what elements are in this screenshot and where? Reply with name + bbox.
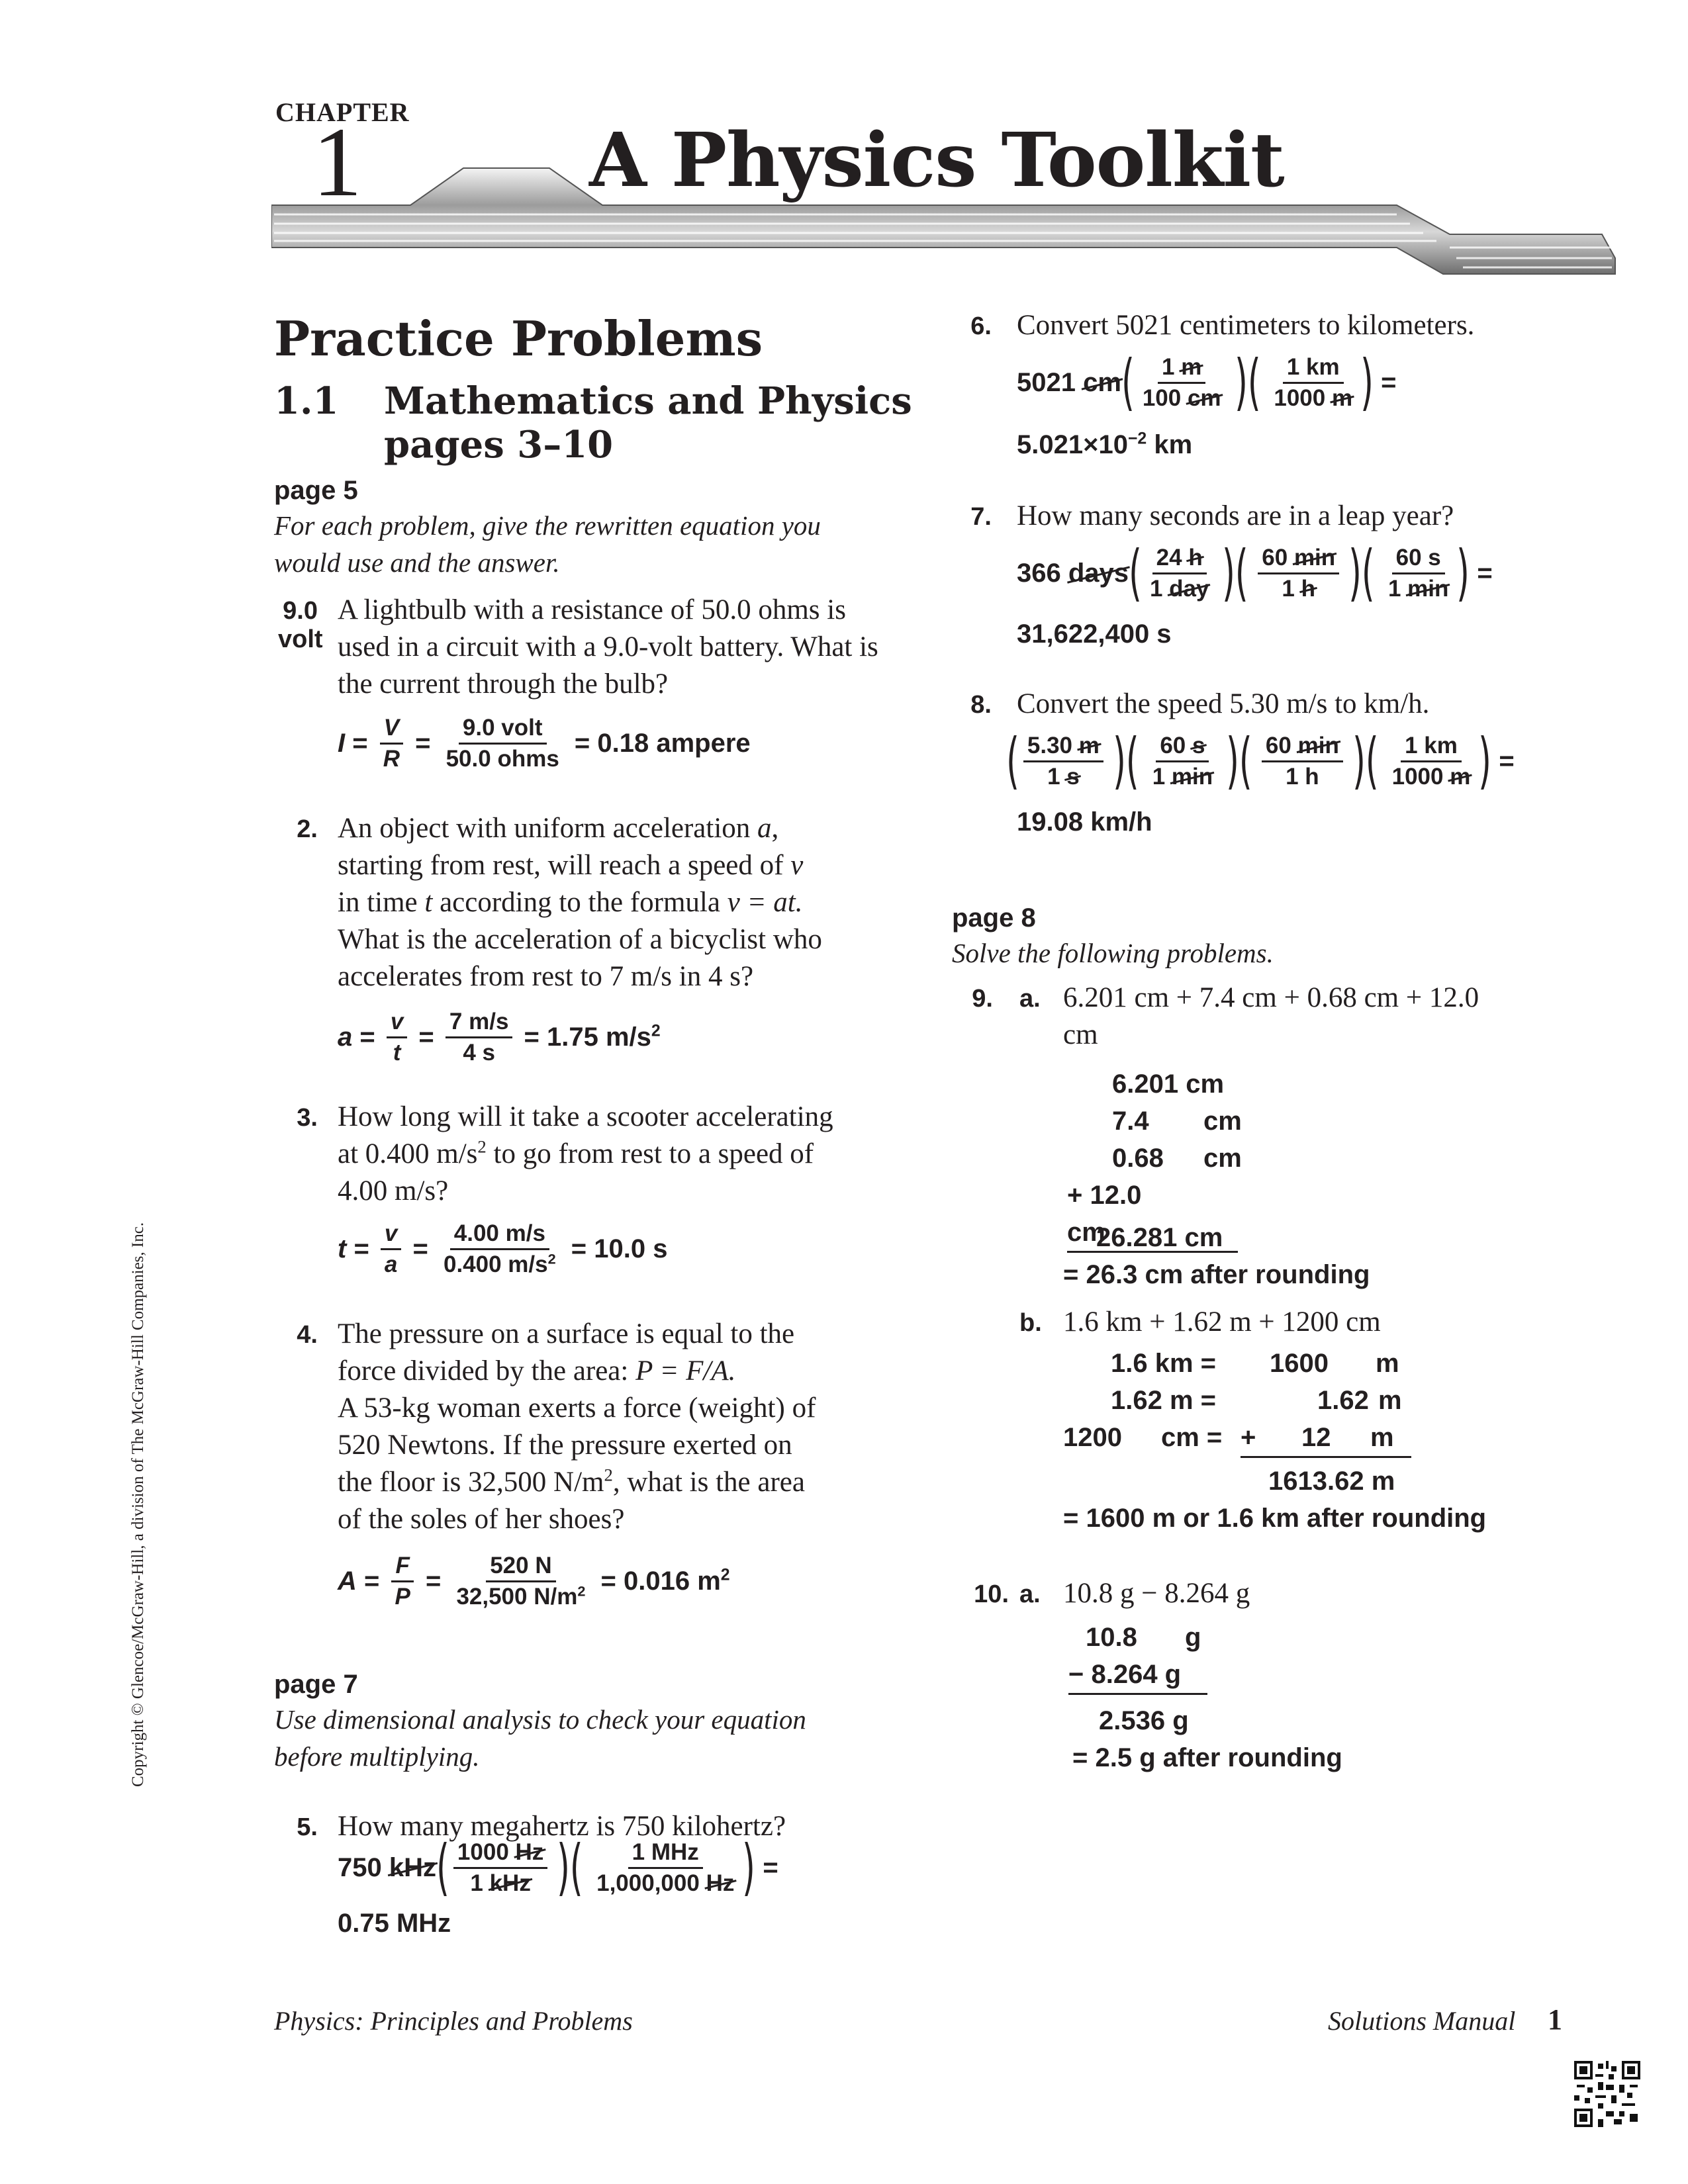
problem-10a-row-1: 10.8 g: [1086, 1623, 1201, 1652]
problem-2-equation: a = $\frac{v}{t}$ = $\frac{7 m/s}{4 s}$ = 1.75 $m/s^2$: [338, 1009, 661, 1066]
problem-1-answer: = 0.18 ampere: [574, 729, 751, 758]
eq-var-den: R: [383, 746, 400, 772]
problem-4-number: 4.: [297, 1321, 318, 1349]
problem-3-number: 3.: [297, 1104, 318, 1132]
problem-4-equation: A = $\frac{F}{P}$ = $\frac{520 N}{32,500 N/m^2}$ = 0.016 $m^2$: [338, 1553, 730, 1610]
page-7-label: page 7: [274, 1670, 358, 1699]
problem-4-answer: = 0.016 $m^2$: [600, 1566, 730, 1596]
problem-9a-row-1: 6.201 cm: [1112, 1069, 1225, 1099]
problem-9a-row-4: + 12.0cm: [1067, 1177, 1238, 1253]
problem-6-equation: 5021 cm ( $\frac{1 m}{100 cm}$ )( $\frac{1 km}{1000 m}$ ) =: [1017, 347, 1397, 418]
qr-code-icon: [1574, 2061, 1640, 2127]
problem-9a-answer: = 26.3 cm after rounding: [1063, 1260, 1370, 1289]
page-5-label: page 5: [274, 476, 358, 505]
problem-6-text: Convert 5021 centimeters to kilometers.: [1017, 310, 1475, 341]
problem-9-number: 9.: [972, 985, 993, 1013]
problem-10a-row-2: − 8.264 g: [1068, 1656, 1207, 1695]
problem-9b-row-2: 1.62 m = 1.62 m: [1111, 1386, 1402, 1415]
problem-10a-answer: = 2.5 g after rounding: [1072, 1743, 1342, 1772]
problem-2-text: An object with uniform acceleration a, starting from rest, will reach a speed of v in time t according to the formula v = at. What is the acceleration of a bicyclist who accelerates from rest to 7 m/s in 4 s?: [338, 813, 822, 992]
problem-5-number: 5.: [297, 1813, 318, 1841]
problem-9a-sum: 26.281 cm: [1096, 1223, 1223, 1252]
problem-4-text: The pressure on a surface is equal to the force divided by the area: P = F/A. A 53-kg woman exerts a force (weight) of 520 Newtons. If the pressure exerted on the floor is 32,500 $N/m^2$, what is the area of the soles of her shoes?: [338, 1318, 816, 1535]
problem-9a-label: a.: [1019, 985, 1041, 1013]
page-8-label: page 8: [952, 903, 1036, 933]
problem-3-text: How long will it take a scooter accelerating at 0.400 $m/s^2$ to go from rest to a speed of 4.00 m/s?: [338, 1101, 833, 1206]
problem-9b-row-3: 1200 cm = + 12 m: [1063, 1419, 1411, 1458]
problem-8-equation: ( $\frac{5.30 m}{1 s}$ )( $\frac{60 s}{1 \min}$ )( $\frac{60 \min}{1 h}$ )( $\frac{1 km}{1000 m}$ ) =: [1006, 725, 1515, 796]
chapter-number: 1: [312, 107, 362, 217]
problem-8-text: Convert the speed 5.30 m/s to km/h.: [1017, 688, 1430, 719]
eq-var-num: V: [380, 715, 403, 745]
problem-5-equation: 750 kHz ( $\frac{1000 Hz}{\text{1 kHz}}$ )( $\frac{\text{1 MHz}}{1,000,000 Hz}$ ) =: [338, 1832, 778, 1903]
problem-1-number: 9.0 volt: [278, 597, 323, 653]
problem-10a-text: 10.8 g − 8.264 g: [1063, 1578, 1250, 1609]
problem-2-answer: = 1.75 $m/s^2$: [524, 1022, 661, 1052]
problem-1-text: A lightbulb with a resistance of 50.0 ohms is used in a circuit with a 9.0-volt battery. What is the current through the bulb?: [338, 594, 878, 700]
problem-3-equation: t = $\frac{v}{a}$ = $\frac{4.00 m/s}{0.400 m/s^2}$ = 10.0 s: [338, 1220, 668, 1277]
problem-8-answer: 19.08 km/h: [1017, 807, 1152, 837]
problem-9b-text: 1.6 km + 1.62 m + 1200 cm: [1063, 1306, 1381, 1338]
section-name: Mathematics and Physics: [384, 379, 912, 423]
page-8-instruction: Solve the following problems.: [952, 938, 1274, 968]
problem-9a-text: 6.201 cm + 7.4 cm + 0.68 cm + 12.0 cm: [1063, 982, 1479, 1050]
problem-9b-row-1: 1.6 km = 1600 m: [1111, 1349, 1399, 1378]
problem-9b-sum: 1613.62 m: [1268, 1467, 1395, 1496]
page-number: 1: [1548, 2003, 1562, 2036]
problem-9a-row-2: 7.4 cm: [1112, 1107, 1242, 1136]
section-number: 1.1: [274, 379, 339, 423]
problem-7-text: How many seconds are in a leap year?: [1017, 500, 1454, 531]
problem-9b-answer: = 1600 m or 1.6 km after rounding: [1063, 1504, 1487, 1533]
problem-1-equation: I = $\frac{V}{R}$ = $\frac{\text{9.0 volt}}{\text{50.0 ohms}}$ = 0.18 ampere: [338, 715, 751, 772]
eq-den: 50.0 ohms: [445, 746, 559, 772]
problem-10a-diff: 2.536 g: [1099, 1706, 1189, 1735]
problem-3-answer: = 10.0 s: [571, 1234, 668, 1263]
problem-10a-label: a.: [1019, 1580, 1041, 1608]
footer-book-title: Physics: Principles and Problems: [274, 2006, 633, 2036]
problem-9a-row-3: 0.68 cm: [1112, 1144, 1242, 1173]
problem-7-equation: 366 days ( $\frac{24 h}{\text{1 day}}$ )( $\frac{60 \min}{1 h}$ )( $\frac{60 s}{1 \min}$ ) =: [1017, 537, 1493, 608]
page-7-instruction: Use dimensional analysis to check your equation before multiplying.: [274, 1704, 806, 1772]
chapter-label: CHAPTER: [275, 97, 410, 127]
problem-10-number: 10.: [974, 1580, 1009, 1608]
problem-7-number: 7.: [970, 503, 992, 531]
footer-manual-title: Solutions Manual: [1328, 2006, 1516, 2036]
problem-6-answer: $5.021\times 10^{-2}$ km: [1017, 430, 1193, 459]
page-5-instruction: For each problem, give the rewritten equation you would use and the answer.: [274, 510, 821, 578]
problem-8-number: 8.: [970, 691, 992, 719]
problem-5-text: How many megahertz is 750 kilohertz?: [338, 1811, 786, 1842]
problem-5-answer: 0.75 MHz: [338, 1909, 451, 1938]
problem-7-answer: 31,622,400 s: [1017, 619, 1172, 649]
copyright-notice: Copyright © Glencoe/McGraw-Hill, a division of The McGraw-Hill Companies, Inc.: [129, 1222, 147, 1787]
problem-6-number: 6.: [970, 312, 992, 340]
eq-lhs: I: [338, 729, 346, 758]
section-pages: pages 3–10: [384, 423, 614, 467]
chapter-title: A Physics Toolkit: [589, 117, 1284, 204]
eq-num: 9.0 volt: [459, 715, 547, 745]
problem-2-number: 2.: [297, 815, 318, 843]
section-heading: Practice Problems: [274, 310, 763, 367]
problem-9b-label: b.: [1019, 1309, 1042, 1337]
